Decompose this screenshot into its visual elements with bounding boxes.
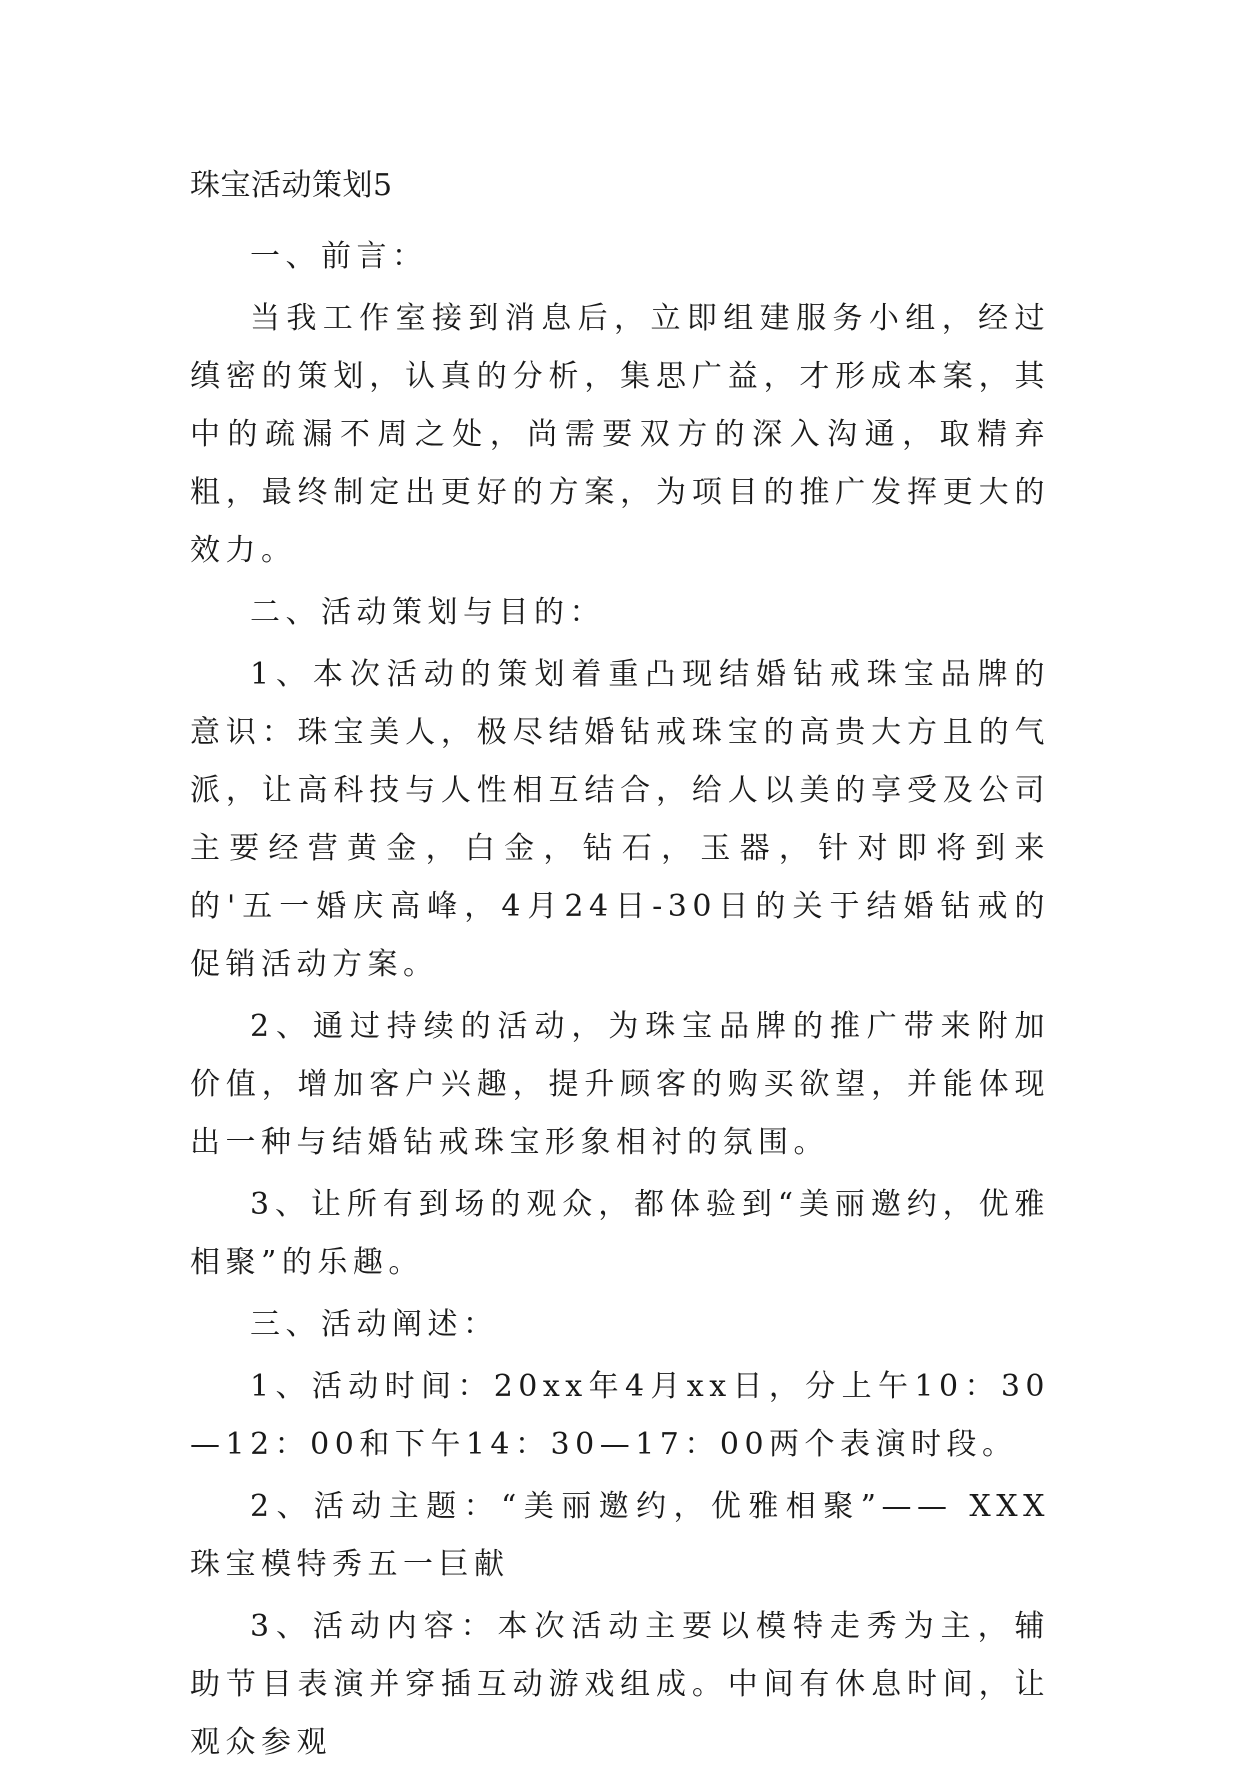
document-body (190, 162, 1050, 1776)
paragraph-purpose-3: 3、让所有到场的观众，都体验到“美丽邀约，优雅相聚”的乐趣。 (190, 1187, 1050, 1280)
section-heading-description: 三、活动阐述： (250, 1307, 499, 1342)
section-heading-preface: 一、前言： (250, 239, 428, 274)
paragraph-preface: 当我工作室接到消息后，立即组建服务小组，经过缜密的策划，认真的分析，集思广益，才形成本案，其中的疏漏不周之处，尚需要双方的深入沟通，取精弃粗，最终制定出更好的方案，为项目的推广发挥更大的效力。 (190, 301, 1050, 568)
section-heading-purpose: 二、活动策划与目的： (250, 595, 605, 630)
paragraph-purpose-2: 2、通过持续的活动，为珠宝品牌的推广带来附加价值，增加客户兴趣，提升顾客的购买欲望，并能体现出一种与结婚钻戒珠宝形象相衬的氛围。 (190, 1009, 1050, 1160)
paragraph-purpose-1: 1、本次活动的策划着重凸现结婚钻戒珠宝品牌的意识：珠宝美人，极尽结婚钻戒珠宝的高贵大方且的气派，让高科技与人性相互结合，给人以美的享受及公司主要经营黄金，白金，钻石，玉器，针对即将到来的'五一婚庆高峰，4月24日-30日的关于结婚钻戒的促销活动方案。 (190, 657, 1050, 982)
paragraph-activity-theme: 2、活动主题：“美丽邀约，优雅相聚”—— XXX珠宝模特秀五一巨献 (190, 1489, 1050, 1582)
paragraph-activity-time: 1、活动时间：20xx年4月xx日，分上午10：30—12：00和下午14：30—17：00两个表演时段。 (190, 1369, 1050, 1462)
paragraph-activity-content: 3、活动内容：本次活动主要以模特走秀为主，辅助节目表演并穿插互动游戏组成。中间有休息时间，让观众参观 (190, 1609, 1050, 1760)
document-title: 珠宝活动策划5 (190, 168, 393, 203)
